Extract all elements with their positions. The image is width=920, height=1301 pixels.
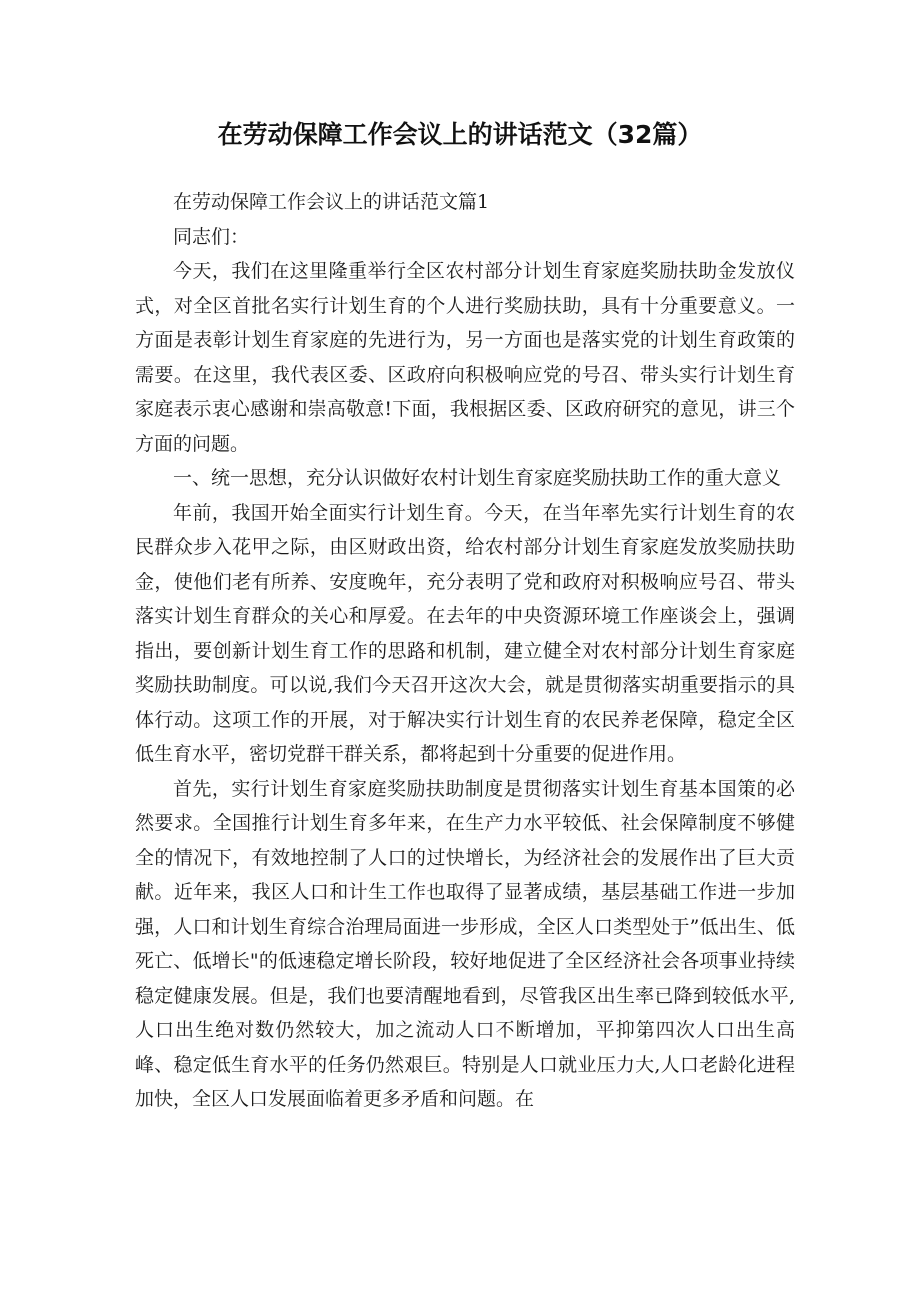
paragraph-heading-one: 一、统一思想，充分认识做好农村计划生育家庭奖励扶助工作的重大意义 [173,467,782,489]
salutation: 同志们： [173,225,250,248]
paragraph-first-point: 首先，实行计划生育家庭奖励扶助制度是贯彻落实计划生育基本国策的必然要求。全国推行计划生育多年来，在生产力水平较低、社会保障制度不够健全的情况下，有效地控制了人口的过快增长，为经济社会的发展作出了巨大贡献。近年来，我区人口和计生工作也取得了显著成绩，基层基础工作进一步加强，人口和计划生育综合治理局面进一步形成，全区人口类型处于”低出生、低死亡、低增长"的低速稳定增长阶段，较好地促进了全区经济社会各项事业持续稳定健康发展。但是，我们也要清醒地看到，尽管我区出生率已降到较低水平,人口出生绝对数仍然较大，加之流动人口不断增加，平抑第四次人口出生高峰、稳定低生育水平的任务仍然艰巨。特别是人口就业压力大,人口老龄化进程加快，全区人口发展面临着更多矛盾和问题。在 [135,777,795,1110]
section-heading: 在劳动保障工作会议上的讲话范文篇1 [173,191,490,213]
document-title: 在劳动保障工作会议上的讲话范文（32篇） [217,120,703,149]
paragraph-background: 年前，我国开始全面实行计划生育。今天，在当年率先实行计划生育的农民群众步入花甲之际，由区财政出资，给农村部分计划生育家庭发放奖励扶助金，使他们老有所养、安度晚年，充分表明了党和政府对积极响应号召、带头落实计划生育群众的关心和厚爱。在去年的中央资源环境工作座谈会上，强调指出，要创新计划生育工作的思路和机制，建立健全对农村部分计划生育家庭奖励扶助制度。可以说,我们今天召开这次大会，就是贯彻落实胡重要指示的具体行动。这项工作的开展，对于解决实行计划生育的农民养老保障，稳定全区低生育水平，密切党群干群关系，都将起到十分重要的促进作用。 [135,501,795,765]
document-body [135,185,795,1117]
paragraph-opening: 今天，我们在这里隆重举行全区农村部分计划生育家庭奖励扶助金发放仪式，对全区首批名实行计划生育的个人进行奖励扶助，具有十分重要意义。一方面是表彰计划生育家庭的先进行为，另一方面也是落实党的计划生育政策的需要。在这里，我代表区委、区政府向积极响应党的号召、带头实行计划生育家庭表示衷心感谢和崇高敬意!下面，我根据区委、区政府研究的意见，讲三个方面的问题。 [135,260,795,455]
